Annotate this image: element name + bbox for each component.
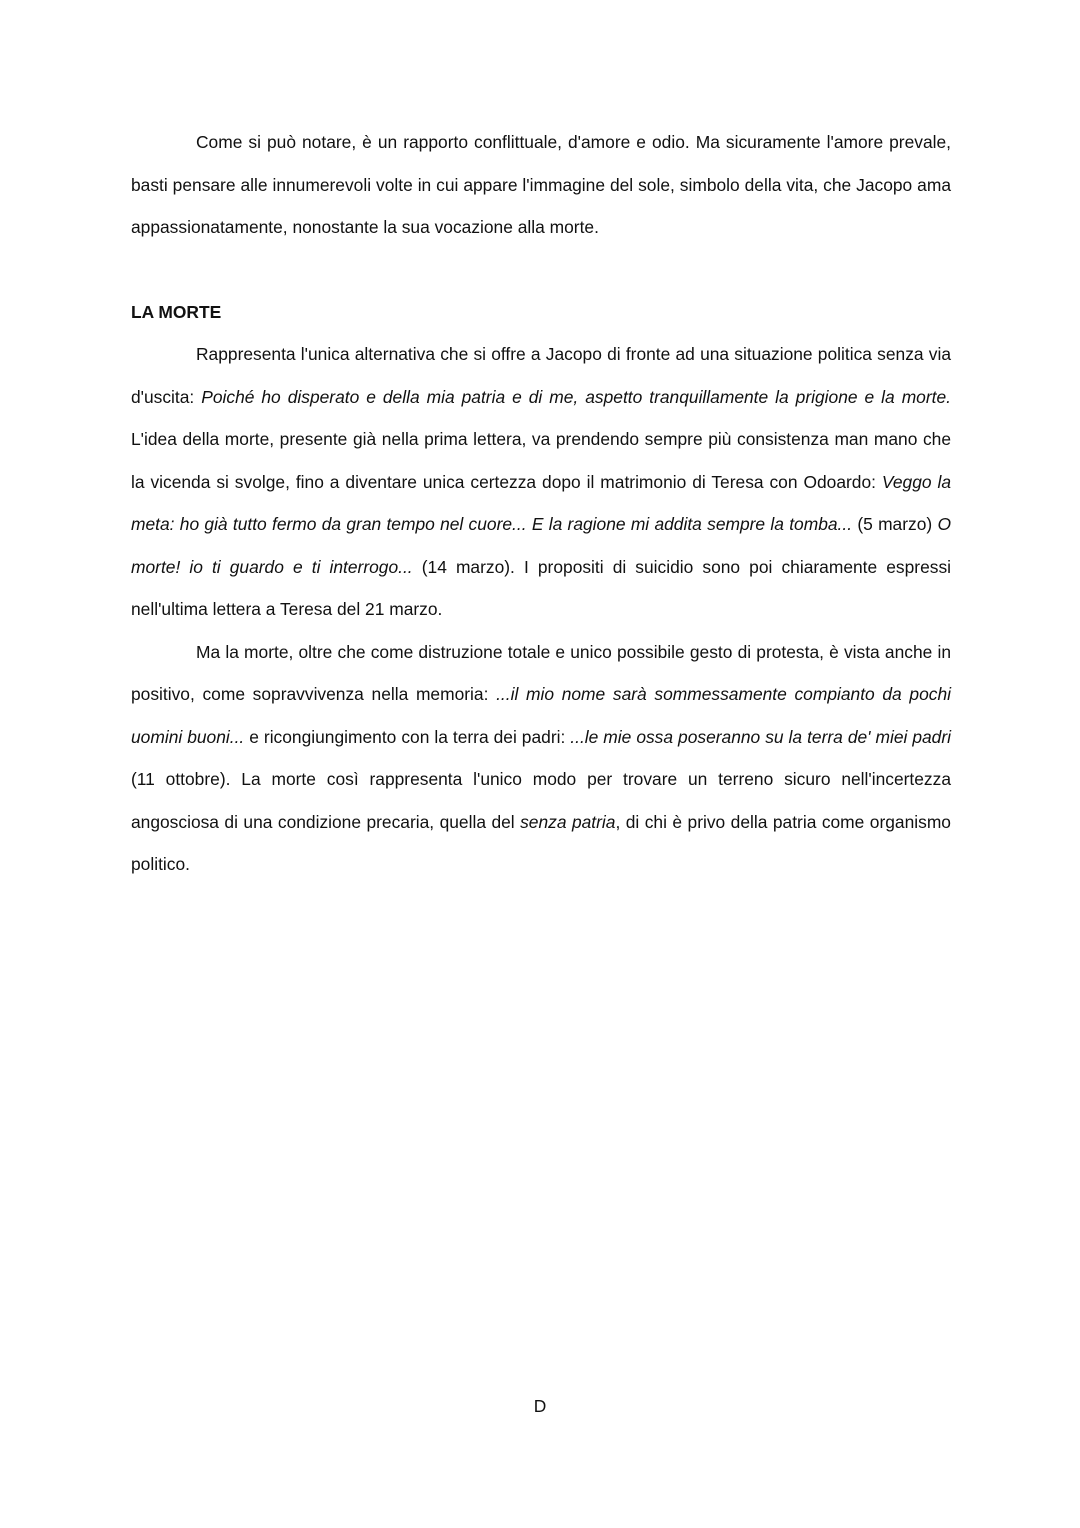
quote-run: O morte! io ti guardo e ti interrogo... xyxy=(131,514,951,577)
text-run: (14 marzo). I propositi di suicidio sono poi chiaramente espressi nell'ultima lettera a Teresa del 21 marzo. xyxy=(131,556,951,619)
quote-run: Veggo la meta: ho già tutto fermo da gran tempo nel cuore... E la ragione mi addita sempre la tomba... xyxy=(131,471,951,534)
text-run: e ricongiungimento con la terra dei padri: xyxy=(244,726,571,747)
quote-run: Poiché ho disperato e della mia patria e di me, aspetto tranquillamente la prigione e la morte. xyxy=(201,386,951,407)
text-run: (11 ottobre). La morte così rappresenta l'unico modo per trovare un terreno sicuro nell'incertezza angosciosa di una condizione precaria, quella del xyxy=(131,769,951,832)
document-body xyxy=(131,121,951,886)
paragraph-death-positive xyxy=(131,631,951,886)
text-run: (5 marzo) xyxy=(852,514,938,534)
text-run: Rappresenta l'unica alternativa che si offre a Jacopo di fronte ad una situazione politica senza via d'uscita: xyxy=(131,344,951,407)
emphasis-run: senza patria xyxy=(520,811,616,832)
text-run: , di chi è privo della patria come organismo politico. xyxy=(131,811,951,874)
page-number: D xyxy=(533,1396,547,1416)
quote-run: ...il mio nome sarà sommessamente compianto da pochi uomini buoni... xyxy=(131,684,951,747)
section-heading: LA MORTE xyxy=(131,301,222,322)
text-run: Ma la morte, oltre che come distruzione totale e unico possibile gesto di protesta, è vista anche in positivo, come sopravvivenza nella memoria: xyxy=(131,641,951,704)
text-run: L'idea della morte, presente già nella prima lettera, va prendendo sempre più consistenza man mano che la vicenda si svolge, fino a diventare unica certezza dopo il matrimonio di Teresa con Odoardo: xyxy=(131,429,951,492)
paragraph-death-alternative xyxy=(131,333,951,631)
text-run: Come si può notare, è un rapporto conflittuale, d'amore e odio. Ma sicuramente l'amore prevale, basti pensare alle innumerevoli volte in cui appare l'immagine del sole, simbolo della vita, che Jacopo ama appassionatamente, nonostante la sua vocazione alla morte. xyxy=(131,132,951,237)
intro-paragraph xyxy=(131,121,951,249)
quote-run: ...le mie ossa poseranno su la terra de' miei padri xyxy=(570,726,952,747)
